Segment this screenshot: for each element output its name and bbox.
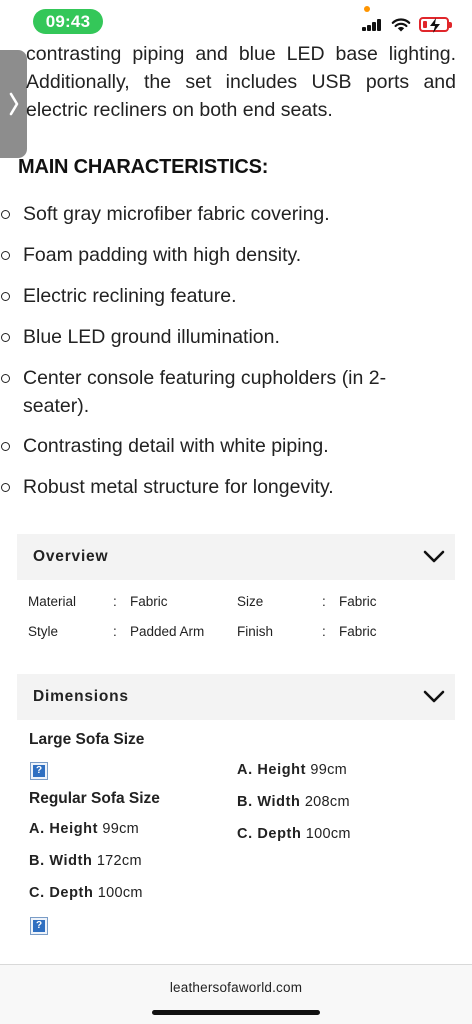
spec-label: Finish	[237, 624, 274, 639]
wifi-icon	[391, 17, 411, 32]
list-item: Contrasting detail with white piping.	[0, 432, 450, 460]
table-row	[28, 594, 448, 624]
overview-title: Overview	[33, 548, 109, 565]
chevron-down-icon	[423, 550, 445, 564]
dimensions-accordion-header[interactable]	[17, 674, 455, 720]
spec-label: Style	[28, 624, 59, 639]
large-sofa-heading: Large Sofa Size	[29, 731, 145, 748]
large-height: A. Height 99cm	[237, 762, 348, 778]
list-item: Soft gray microfiber fabric covering.	[0, 200, 450, 228]
spec-label: Size	[237, 594, 264, 609]
characteristics-heading: MAIN CHARACTERISTICS:	[18, 156, 269, 178]
side-drawer-tab[interactable]	[0, 50, 27, 158]
spec-value: Fabric	[130, 594, 168, 609]
url-text[interactable]: leathersofaworld.com	[169, 980, 303, 995]
cellular-signal-icon	[362, 19, 382, 31]
bullet-icon	[1, 210, 10, 219]
bullet-icon	[1, 251, 10, 260]
browser-address-bar[interactable]	[0, 964, 472, 1024]
list-item: Center console featuring cupholders (in 2-seater).	[0, 364, 450, 420]
broken-image-icon: ?	[30, 917, 48, 935]
regular-sofa-heading: Regular Sofa Size	[29, 790, 160, 807]
dimensions-title: Dimensions	[33, 688, 129, 705]
product-description: contrasting piping and blue LED base lighting. Additionally, the set includes USB ports and electric recliners on both end seats.	[26, 43, 456, 121]
chevron-right-icon	[8, 91, 20, 117]
list-item: Robust metal structure for longevity.	[0, 473, 450, 501]
large-depth: C. Depth 100cm	[237, 826, 351, 842]
spec-value: Fabric	[339, 624, 377, 639]
large-width: B. Width 208cm	[237, 794, 350, 810]
battery-charging-icon	[419, 17, 449, 32]
list-item: Blue LED ground illumination.	[0, 323, 450, 351]
spec-separator: :	[322, 624, 326, 639]
status-bar	[0, 0, 472, 44]
list-item: Foam padding with high density.	[0, 241, 450, 269]
chevron-down-icon	[423, 690, 445, 704]
table-row	[28, 624, 448, 654]
bullet-icon	[1, 483, 10, 492]
overview-accordion-header[interactable]	[17, 534, 455, 580]
overview-spec-table	[28, 594, 448, 654]
list-item: Electric reclining feature.	[0, 282, 450, 310]
spec-separator: :	[113, 624, 117, 639]
spec-separator: :	[322, 594, 326, 609]
regular-width: B. Width 172cm	[29, 853, 142, 869]
spec-label: Material	[28, 594, 77, 609]
regular-height: A. Height 99cm	[29, 821, 140, 837]
spec-value: Fabric	[339, 594, 377, 609]
status-time: 09:43	[33, 9, 103, 34]
broken-image-icon: ?	[30, 762, 48, 780]
regular-depth: C. Depth 100cm	[29, 885, 143, 901]
bullet-icon	[1, 442, 10, 451]
bullet-icon	[1, 292, 10, 301]
bullet-icon	[1, 333, 10, 342]
bullet-icon	[1, 374, 10, 383]
spec-separator: :	[113, 594, 117, 609]
spec-value: Padded Arm	[130, 624, 205, 639]
characteristics-list	[0, 200, 450, 501]
privacy-indicator-icon	[364, 6, 370, 12]
home-indicator[interactable]	[152, 1010, 320, 1015]
